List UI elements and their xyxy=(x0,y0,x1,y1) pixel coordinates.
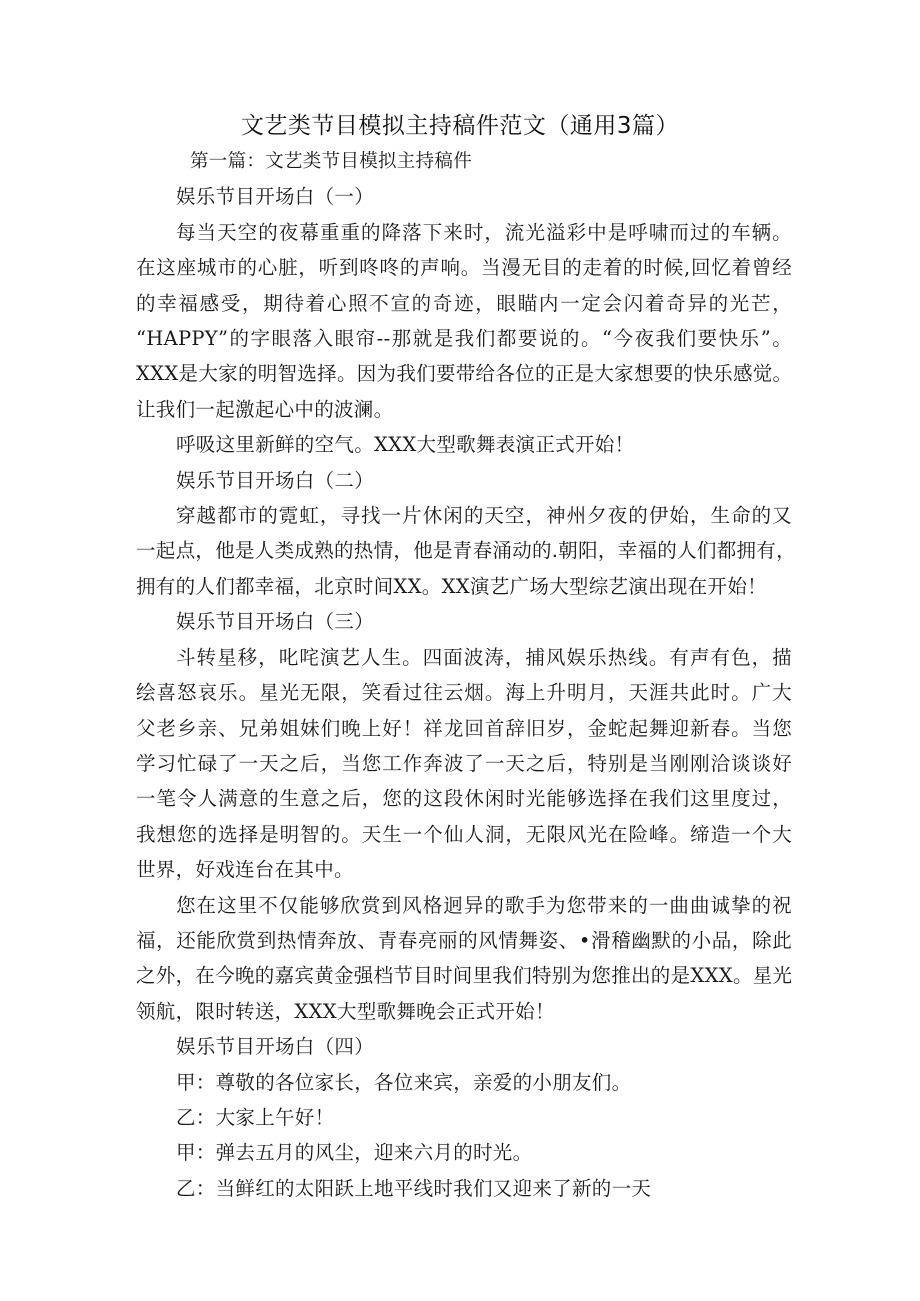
paragraph-4 xyxy=(136,640,792,888)
section-heading-1: 娱乐节目开场白（一） xyxy=(176,185,375,209)
paragraph-line: 我想您的选择是明智的。天生一个仙人洞，无限风光在险峰。缔造一个大 xyxy=(136,822,792,846)
paragraph-line: 父老乡亲、兄弟姐妹们晚上好！祥龙回首辞旧岁，金蛇起舞迎新春。当您 xyxy=(136,716,792,740)
paragraph-line: 让我们一起激起心中的波澜。 xyxy=(136,397,394,421)
paragraph-line: “HAPPY”的字眼落入眼帘--那就是我们都要说的。“今夜我们要快乐”。 xyxy=(136,327,792,351)
section-subtitle: 第一篇：文艺类节目模拟主持稿件 xyxy=(190,151,473,172)
dialogue-line: 乙：当鲜红的太阳跃上地平线时我们又迎来了新的一天 xyxy=(176,1176,652,1200)
paragraph-line: 的幸福感受，期待着心照不宣的奇迹，眼瞄内一定会闪着奇异的光芒， xyxy=(136,291,792,315)
paragraph-3 xyxy=(136,498,796,604)
document-title: 文艺类节目模拟主持稿件范文（通用3篇） xyxy=(240,113,680,139)
paragraph-line: 领航，限时转送，XXX大型歌舞晚会正式开始！ xyxy=(136,999,555,1023)
document-body xyxy=(136,144,796,1206)
section-heading-3: 娱乐节目开场白（三） xyxy=(176,610,375,634)
paragraph-line: 福，还能欣赏到热情奔放、青春亮丽的风情舞姿、•滑稽幽默的小品，除此 xyxy=(136,928,792,952)
paragraph-5 xyxy=(136,888,792,1030)
paragraph-line: 拥有的人们都幸福，北京时间XX。XX演艺广场大型综艺演出现在开始！ xyxy=(136,574,767,598)
dialogue-line: 甲：尊敬的各位家长，各位来宾，亲爱的小朋友们。 xyxy=(176,1070,632,1094)
section-heading-2: 娱乐节目开场白（二） xyxy=(176,468,375,492)
paragraph-line: 学习忙碌了一天之后，当您工作奔波了一天之后，特别是当刚刚洽谈谈好 xyxy=(136,751,792,775)
paragraph-line: 之外，在今晚的嘉宾黄金强档节目时间里我们特别为您推出的是XXX。星光 xyxy=(136,964,793,988)
paragraph-line: 斗转星移，叱咤演艺人生。四面波涛，捕风娱乐热线。有声有色，描 xyxy=(176,645,792,669)
dialogue-line: 甲：弹去五月的风尘，迎来六月的时光。 xyxy=(176,1141,533,1165)
paragraph-line: 一笔令人满意的生意之后，您的这段休闲时光能够选择在我们这里度过， xyxy=(136,787,792,811)
paragraph-line: 您在这里不仅能够欣赏到风格迥异的歌手为您带来的一曲曲诚挚的祝 xyxy=(176,893,792,917)
dialogue-line: 乙：大家上午好！ xyxy=(176,1105,335,1129)
paragraph-line: XXX是大家的明智选择。因为我们要带给各位的正是大家想要的快乐感觉。 xyxy=(136,362,793,386)
paragraph-line: 在这座城市的心脏，听到咚咚的声响。当漫无目的走着的时候,回忆着曾经 xyxy=(136,256,792,280)
paragraph-line: 一起点，他是人类成熟的热情，他是青春涌动的.朝阳，幸福的人们都拥有， xyxy=(136,539,796,563)
paragraph-1 xyxy=(136,215,792,427)
paragraph-2: 呼吸这里新鲜的空气。XXX大型歌舞表演正式开始！ xyxy=(176,433,635,457)
paragraph-line: 每当天空的夜幕重重的降落下来时，流光溢彩中是呼啸而过的车辆。 xyxy=(176,220,792,244)
paragraph-line: 世界，好戏连台在其中。 xyxy=(136,858,354,882)
section-heading-4: 娱乐节目开场白（四） xyxy=(176,1035,375,1059)
paragraph-line: 绘喜怒哀乐。星光无限，笑看过往云烟。海上升明月，天涯共此时。广大 xyxy=(136,681,792,705)
paragraph-line: 穿越都市的霓虹，寻找一片休闲的天空，神州夕夜的伊始，生命的又 xyxy=(176,504,792,528)
